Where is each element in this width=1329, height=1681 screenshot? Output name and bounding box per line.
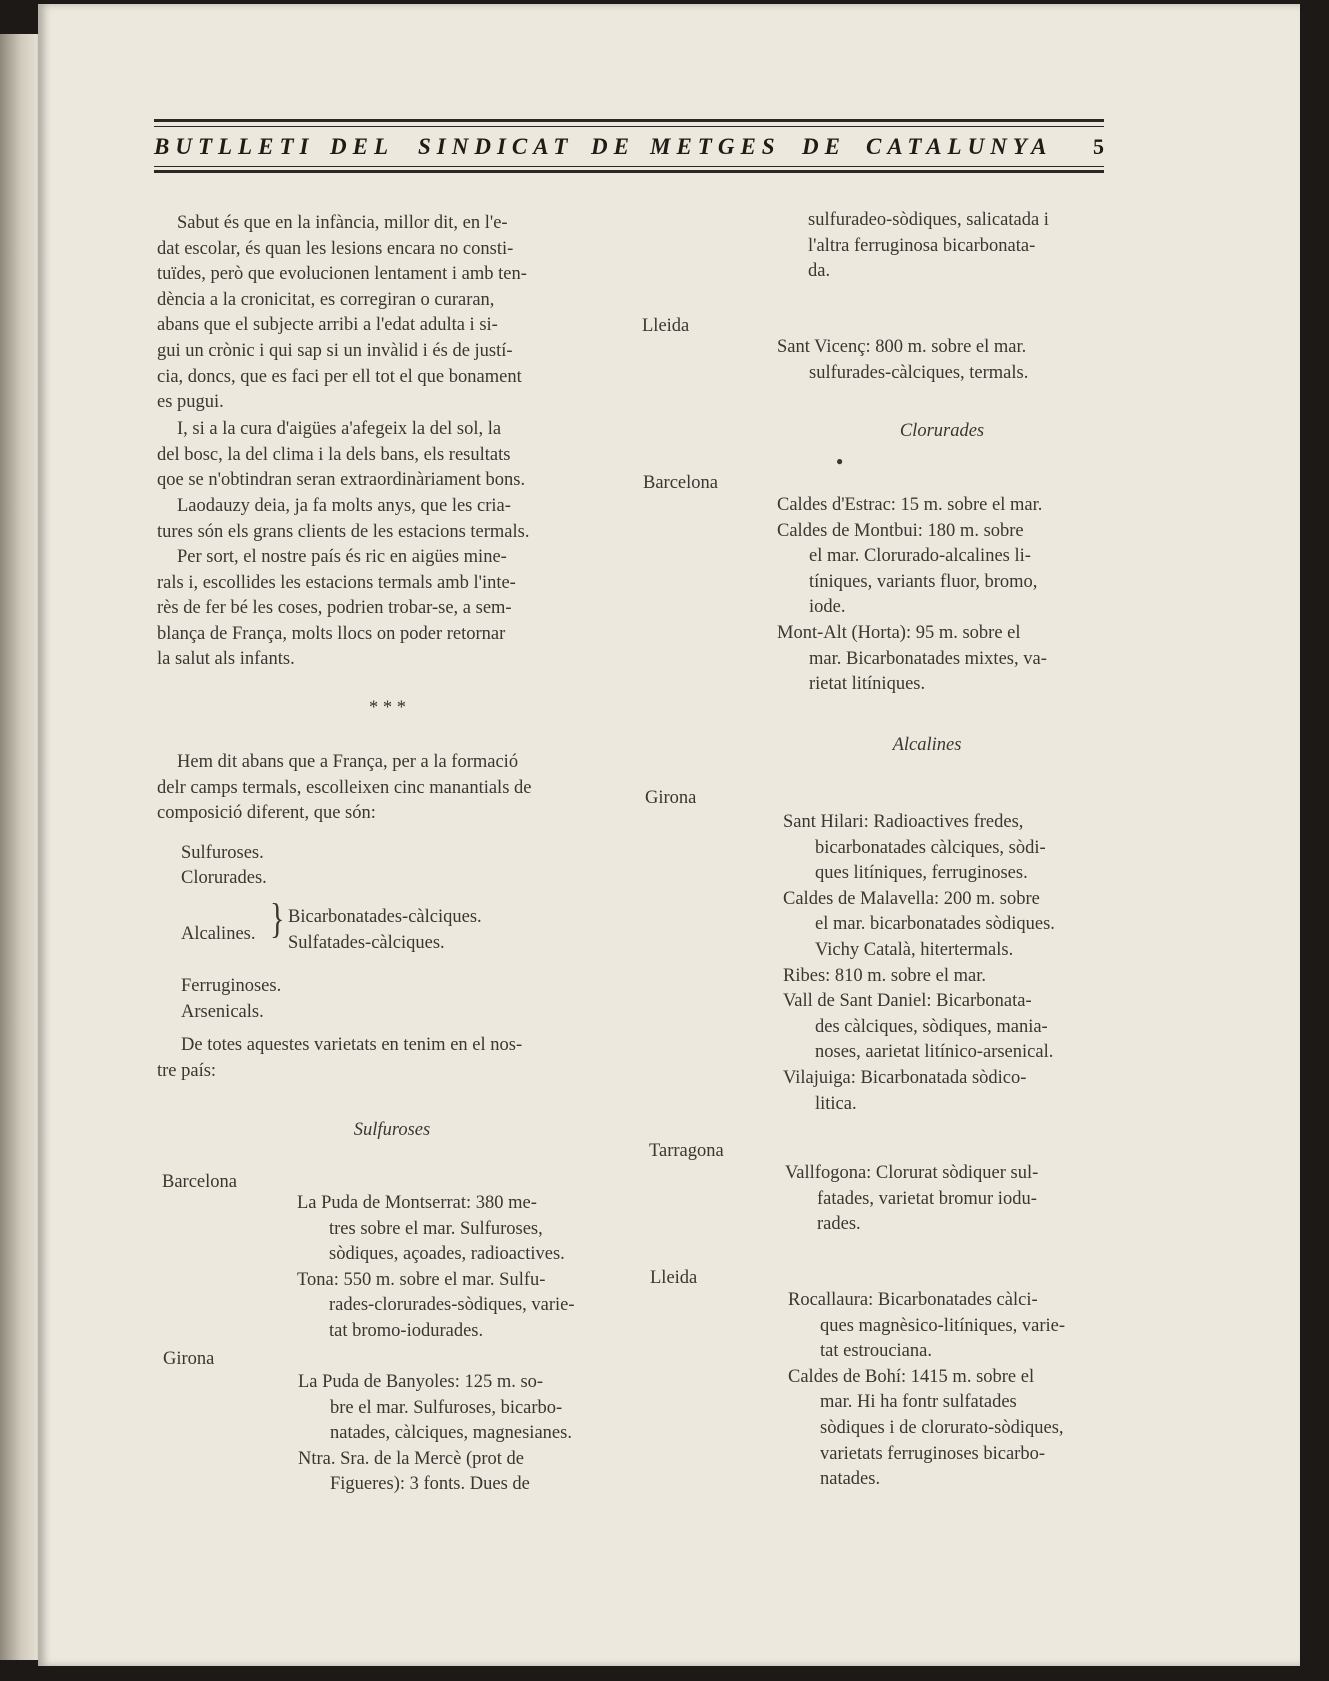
spring-entry-list [298,1370,624,1498]
spring-type-item: Arsenicals. [181,1002,264,1022]
spring-entry-list [297,1191,623,1345]
section-title-alcalines: Alcalines [892,735,962,755]
region-label-lleida: Lleida [642,316,690,336]
section-title-sulfuroses: Sulfuroses [353,1120,431,1140]
ornament-dot: ● [836,454,844,468]
header-word: CATALUNYA [866,134,1053,159]
page-number: 5 [1093,134,1104,159]
header-rule-bottom-1 [154,166,1104,167]
spring-entry-list [777,335,1107,386]
region-label-barcelona: Barcelona [643,473,718,493]
header-word: METGES [650,134,781,159]
spring-subtype-item: Bicarbonatades-càlciques. [288,907,482,927]
paragraph: De totes aquestes varietats en tenim en el nos- tre país: [157,1035,523,1081]
running-header [154,134,1104,166]
spring-entry: Caldes de Bohí: 1415 m. sobre el mar. Hi ha fontr sulfatades sòdiques i de clorurato-sòdiques, varietats ferruginoses bicarbo- natades. [788,1366,1064,1490]
spring-type-item: Ferruginoses. [181,976,282,996]
section-title-clorurades: Clorurades [899,421,985,441]
spring-entry: Rocallaura: Bicarbonatades càlci- ques magnèsico-litíniques, varie- tat estrouciana. [788,1290,1066,1362]
paragraph: Laodauzy deia, ja fa molts anys, que les cria- tures són els grans clients de les estacions termals. [157,496,530,542]
header-word: DEL [330,134,394,159]
section-stars: * * * [369,698,406,718]
spring-entry: Caldes de Malavella: 200 m. sobre el mar. bicarbonatades sòdiques. Vichy Català, hitertermals. [783,888,1055,960]
spring-entry: La Puda de Montserrat: 380 me- tres sobre el mar. Sulfuroses, sòdiques, açoades, radioactives. [297,1193,565,1265]
spring-entry: La Puda de Banyoles: 125 m. so- bre el mar. Sulfuroses, bicarbo- natades, càlciques, magnesianes. [298,1372,572,1444]
header-rule-bottom-2 [154,170,1104,173]
paragraph: Sabut és que en la infància, millor dit, en l'e- dat escolar, és quan les lesions encara no consti- tuïdes, però que evolucionen lentament i amb ten- dència a la cronicitat, es corregiran o curaran, abans que el subjecte arribi a l'edat adulta i si- gui un crònic i qui sap si un invàlid i és de justí- cia, doncs, que es faci per ell tot el que bonament es pugui. [157,213,527,413]
spring-type-item: Clorurades. [181,868,267,888]
spring-entry: Ribes: 810 m. sobre el mar. [783,965,986,986]
spring-entry-list [783,810,1107,1117]
spring-entry: Vilajuiga: Bicarbonatada sòdico- litica. [783,1067,1027,1114]
header-rule-top-1 [154,119,1104,122]
header-word: BUTLLETI [154,134,315,159]
spring-entry: Ntra. Sra. de la Mercè (prot de Figueres): 3 fonts. Dues de [298,1448,530,1495]
header-word: DE [802,134,846,159]
brace: } [270,896,285,943]
spring-entry: Mont-Alt (Horta): 95 m. sobre el mar. Bicarbonatades mixtes, va- rietat litíniques. [777,622,1047,695]
spring-entry-list [777,493,1107,698]
spring-entry: Tona: 550 m. sobre el mar. Sulfu- rades-clorurades-sòdiques, varie- tat bromo-iodurades. [297,1269,575,1341]
spring-type-item: Alcalines. [181,924,256,944]
spring-subtype-item: Sulfatades-càlciques. [288,933,445,953]
spring-entry: Caldes d'Estrac: 15 m. sobre el mar. [777,495,1043,515]
paragraph: Hem dit abans que a França, per a la formació delr camps termals, escolleixen cinc manantials de composició diferent, que són: [157,752,532,824]
spring-entry: Sant Hilari: Radioactives fredes, bicarbonatades càlciques, sòdi- ques litíniques, ferruginoses. [783,812,1046,884]
region-label-lleida: Lleida [650,1268,698,1288]
paragraph: Per sort, el nostre país és ric en aigües mine- rals i, escollides les estacions termals amb l'inte- rès de fer bé les coses, podrien trobar-se, a sem- blança de França, molts llocs on poder retornar la salut als infants. [157,547,516,670]
spring-entry-list [785,1161,1107,1238]
spring-entry: Sant Vicenç: 800 m. sobre el mar. sulfurades-càlciques, termals. [777,337,1029,383]
spring-entry: Vallfogona: Clorurat sòdiquer sul- fatades, varietat bromur iodu- rades. [785,1163,1039,1235]
spring-entry: Caldes de Montbui: 180 m. sobre el mar. Clorurado-alcalines li- tíniques, variants fluor, bromo, iode. [777,520,1038,618]
header-word: DE [591,134,635,159]
region-label-girona: Girona [645,788,697,808]
header-rule-top-2 [154,126,1104,127]
spring-type-item: Sulfuroses. [181,843,264,863]
continued-text: sulfuradeo-sòdiques, salicatada i l'altra ferruginosa bicarbonata- da. [808,210,1049,282]
region-label-barcelona: Barcelona [162,1172,237,1192]
paragraph: I, si a la cura d'aigües a'afegeix la del sol, la del bosc, la del clima i la dels bans, els resultats qoe se n'obtindran seran extraordinàriament bons. [157,419,526,491]
header-word: SINDICAT [418,134,574,159]
region-label-tarragona: Tarragona [649,1141,724,1161]
region-label-girona: Girona [163,1349,215,1369]
spring-entry-list [788,1288,1108,1493]
spring-entry: Vall de Sant Daniel: Bicarbonata- des càlciques, sòdiques, mania- noses, aarietat litínico-arsenical. [783,991,1054,1063]
